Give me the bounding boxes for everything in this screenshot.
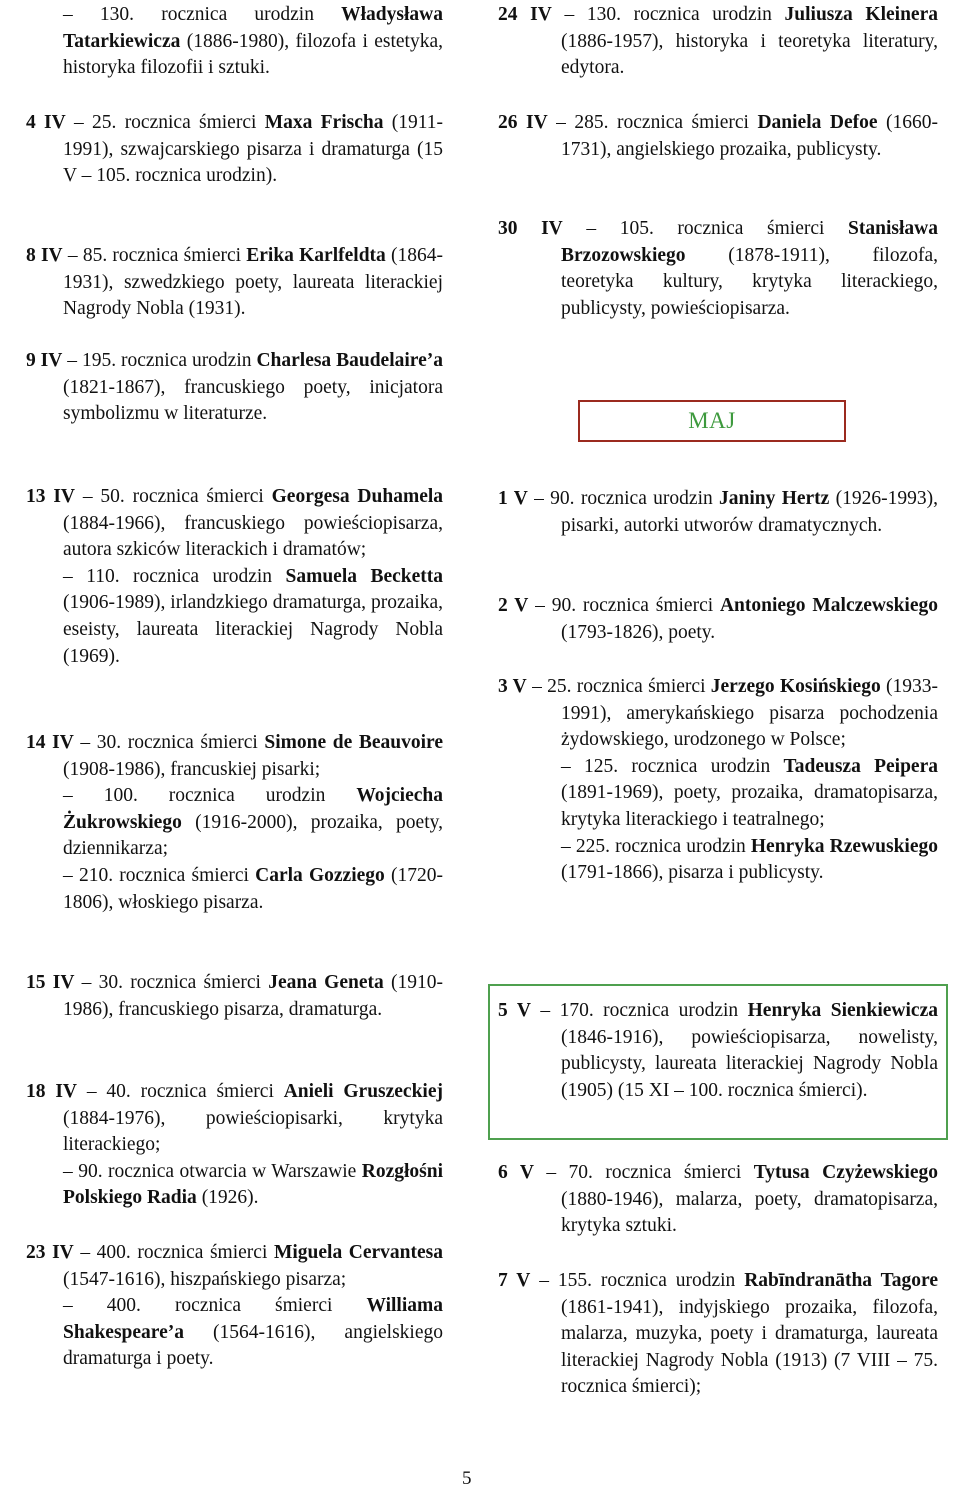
page-number: 5: [462, 1468, 472, 1489]
calendar-entry: [26, 348, 443, 428]
entry-description: – 25. rocznica śmierci: [65, 112, 265, 133]
entry-date: 5 V: [498, 1000, 531, 1021]
entry-description: (1878-1911), filozofa, teoretyka kultury, krytyka literackiego, publicysty, powieściopisarza.: [561, 244, 938, 319]
entry-person-name: Maxa Frischa: [264, 112, 384, 133]
entry-person-name: Stanisława Brzozowskiego: [561, 218, 938, 266]
entry-description: – 105. rocznica śmierci: [562, 218, 849, 239]
entry-text: [498, 2, 938, 82]
calendar-entry: [498, 674, 938, 887]
entry-description: – 40. rocznica śmierci: [77, 1081, 284, 1102]
entry-person-name: Henryka Rzewuskiego: [750, 835, 938, 857]
entry-text: [498, 998, 938, 1104]
entry-description: – 85. rocznica śmierci: [62, 245, 247, 266]
calendar-entry: [498, 110, 938, 163]
entry-date: 23 IV: [26, 1242, 74, 1263]
entry-person-name: Georgesa Duhamela: [271, 486, 444, 507]
entry-description: (1660-1731), angielskiego prozaika, publicysty.: [561, 112, 938, 160]
entry-description: (1891-1969), poety, prozaika, dramatopisarza, krytyka literackiego i teatralnego;: [561, 782, 938, 830]
entry-date: 15 IV: [26, 972, 75, 993]
month-heading-box: [578, 400, 846, 442]
entry-subitem: [26, 783, 443, 863]
entry-description: – 225. rocznica urodzin: [561, 835, 751, 857]
entry-description: – 195. rocznica urodzin: [62, 350, 257, 371]
calendar-entry: [26, 484, 443, 670]
entry-date: 30 IV: [498, 218, 563, 239]
entry-person-name: Charlesa Baudelaire’a: [256, 350, 443, 371]
entry-date: 3 V: [498, 676, 527, 697]
entry-person-name: Williama Shakespeare’a: [63, 1295, 443, 1343]
entry-date: 13 IV: [26, 486, 75, 507]
entry-description: (1793-1826), poety.: [561, 621, 716, 643]
calendar-entry: [26, 730, 443, 916]
entry-date: 7 V: [498, 1270, 531, 1291]
entry-description: – 50. rocznica śmierci: [75, 486, 272, 507]
entry-person-name: Antoniego Malczewskiego: [719, 595, 939, 616]
entry-date: 8 IV: [26, 245, 63, 266]
entry-description: – 400. rocznica śmierci: [73, 1242, 274, 1263]
entry-person-name: Tytusa Czyżewskiego: [753, 1162, 938, 1183]
entry-person-name: Samuela Becketta: [285, 565, 443, 587]
entry-date: 14 IV: [26, 732, 74, 753]
calendar-entry: [26, 243, 443, 323]
entry-description: (1916-2000), prozaika, poety, dziennikarza;: [63, 811, 443, 860]
entry-description: (1864-1931), szwedzkiego poety, laureata literackiej Nagrody Nobla (1931).: [63, 245, 443, 320]
entry-description: (1926-1993), pisarki, autorki utworów dramatycznych.: [561, 488, 939, 536]
entry-text: [26, 1240, 443, 1293]
entry-description: – 170. rocznica urodzin: [530, 1000, 748, 1021]
calendar-entry: [498, 2, 938, 82]
calendar-entry: [26, 1240, 443, 1373]
entry-description: (1884-1966), francuskiego powieściopisarza, autora szkiców literackich i dramatów;: [63, 512, 443, 561]
entry-person-name: Wojciecha Żukrowskiego: [63, 785, 443, 833]
entry-subitem: [26, 1159, 443, 1212]
entry-person-name: Anieli Gruszeckiej: [283, 1081, 443, 1102]
entry-description: – 210. rocznica śmierci: [63, 864, 256, 886]
entry-description: (1884-1976), powieściopisarki, krytyka literackiego;: [63, 1107, 443, 1156]
calendar-entry: [498, 593, 938, 646]
entry-text: [498, 110, 938, 163]
entry-person-name: Jeana Geneta: [268, 972, 384, 993]
entry-person-name: Rozgłośni Polskiego Radia: [63, 1160, 443, 1209]
entry-text: [26, 348, 443, 428]
entry-person-name: Miguela Cervantesa: [273, 1242, 443, 1263]
entry-description: (1886-1957), historyka i teoretyka literatury, edytora.: [561, 30, 938, 79]
entry-subitem: [26, 1293, 443, 1373]
entry-description: (1910-1986), francuskiego pisarza, dramaturga.: [63, 972, 443, 1020]
entry-date: 4 IV: [26, 112, 66, 133]
entry-person-name: Erika Karlfeldta: [246, 245, 386, 266]
entry-text: [26, 730, 443, 783]
entry-description: (1720-1806), włoskiego pisarza.: [63, 864, 443, 913]
entry-description: – 285. rocznica śmierci: [547, 112, 758, 133]
entry-description: (1926).: [196, 1187, 259, 1209]
entry-text: [26, 243, 443, 323]
entry-text: [26, 970, 443, 1023]
entry-person-name: Władysława Tatarkiewicza: [63, 4, 443, 52]
entry-date: 1 V: [498, 488, 528, 509]
entry-person-name: Carla Gozziego: [255, 864, 385, 886]
entry-text: [26, 2, 443, 82]
entry-description: (1911-1991), szwajcarskiego pisarza i dramaturga (15 V – 105. rocznica urodzin).: [63, 112, 443, 187]
entry-description: – 70. rocznica śmierci: [533, 1162, 754, 1183]
calendar-entry: [498, 998, 938, 1104]
entry-subitem: [498, 754, 938, 834]
entry-description: – 400. rocznica śmierci: [63, 1295, 367, 1317]
entry-description: – 90. rocznica śmierci: [528, 595, 720, 616]
entry-text: [26, 110, 443, 190]
calendar-entry: [498, 216, 938, 322]
month-heading: MAJ: [688, 407, 736, 433]
entry-person-name: Juliusza Kleinera: [784, 4, 938, 25]
entry-description: – 100. rocznica urodzin: [63, 785, 357, 807]
entry-description: (1908-1986), francuskiej pisarki;: [63, 758, 321, 780]
entry-description: (1861-1941), indyjskiego prozaika, filozofa, malarza, muzyka, poety i dramaturga, laureata literackiej Nagrody Nobla (1913) (7 VIII – 75. rocznica śmierci);: [561, 1296, 938, 1398]
entry-person-name: Tadeusza Peipera: [783, 755, 938, 777]
entry-subitem: [26, 564, 443, 670]
calendar-entry: [26, 2, 443, 82]
entry-date: 24 IV: [498, 4, 552, 25]
entry-description: – 90. rocznica otwarcia w Warszawie: [63, 1160, 362, 1182]
calendar-entry: [26, 110, 443, 190]
entry-text: [498, 593, 938, 646]
entry-text: [498, 486, 938, 539]
entry-description: (1564-1616), angielskiego dramaturga i poety.: [63, 1321, 443, 1370]
entry-person-name: Simone de Beauvoire: [264, 732, 443, 753]
entry-text: [498, 1160, 938, 1240]
entry-description: – 30. rocznica śmierci: [73, 732, 265, 753]
entry-person-name: Henryka Sienkiewicza: [747, 1000, 938, 1021]
entry-person-name: Rabīndranātha Tagore: [744, 1270, 939, 1291]
entry-description: – 90. rocznica urodzin: [527, 488, 720, 509]
entry-text: [26, 484, 443, 564]
entry-text: [498, 216, 938, 322]
entry-person-name: Jerzego Kosińskiego: [710, 676, 881, 697]
entry-description: (1933-1991), amerykańskiego pisarza pochodzenia żydowskiego, urodzonego w Polsce;: [561, 676, 938, 751]
entry-description: (1880-1946), malarza, poety, dramatopisarza, krytyka sztuki.: [561, 1188, 938, 1237]
entry-text: [498, 674, 938, 754]
entry-date: 2 V: [498, 595, 529, 616]
entry-date: 6 V: [498, 1162, 534, 1183]
entry-description: – 155. rocznica urodzin: [530, 1270, 745, 1291]
entry-description: – 130. rocznica urodzin: [551, 4, 785, 25]
entry-date: 18 IV: [26, 1081, 77, 1102]
entry-description: (1547-1616), hiszpańskiego pisarza;: [63, 1268, 347, 1290]
entry-description: – 125. rocznica urodzin: [561, 755, 784, 777]
entry-description: (1906-1989), irlandzkiego dramaturga, prozaika, eseisty, laureata literackiej Nagrody Nobla (1969).: [63, 592, 443, 667]
calendar-entry: [26, 970, 443, 1023]
entry-description: (1791-1866), pisarza i publicysty.: [561, 862, 824, 884]
entry-person-name: Janiny Hertz: [719, 488, 830, 509]
entry-description: (1886-1980), filozofa i estetyka, historyka filozofii i sztuki.: [63, 30, 443, 79]
entry-text: [26, 1079, 443, 1159]
entry-date: 26 IV: [498, 112, 548, 133]
calendar-entry: [498, 1268, 938, 1401]
entry-description: – 30. rocznica śmierci: [74, 972, 269, 993]
entry-description: (1846-1916), powieściopisarza, nowelisty, publicysty, laureata literackiej Nagrody Nobla (1905) (15 XI – 100. rocznica śmierci).: [561, 1026, 938, 1101]
entry-subitem: [26, 863, 443, 916]
calendar-entry: [498, 486, 938, 539]
entry-text: [498, 1268, 938, 1401]
entry-person-name: Daniela Defoe: [757, 112, 878, 133]
entry-description: – 25. rocznica śmierci: [526, 676, 711, 697]
calendar-entry: [26, 1079, 443, 1212]
entry-subitem: [498, 834, 938, 887]
entry-description: – 110. rocznica urodzin: [63, 565, 286, 587]
entry-description: – 130. rocznica urodzin: [63, 4, 342, 25]
entry-date: 9 IV: [26, 350, 63, 371]
calendar-entry: [498, 1160, 938, 1240]
entry-description: (1821-1867), francuskiego poety, inicjatora symbolizmu w literaturze.: [63, 376, 443, 425]
